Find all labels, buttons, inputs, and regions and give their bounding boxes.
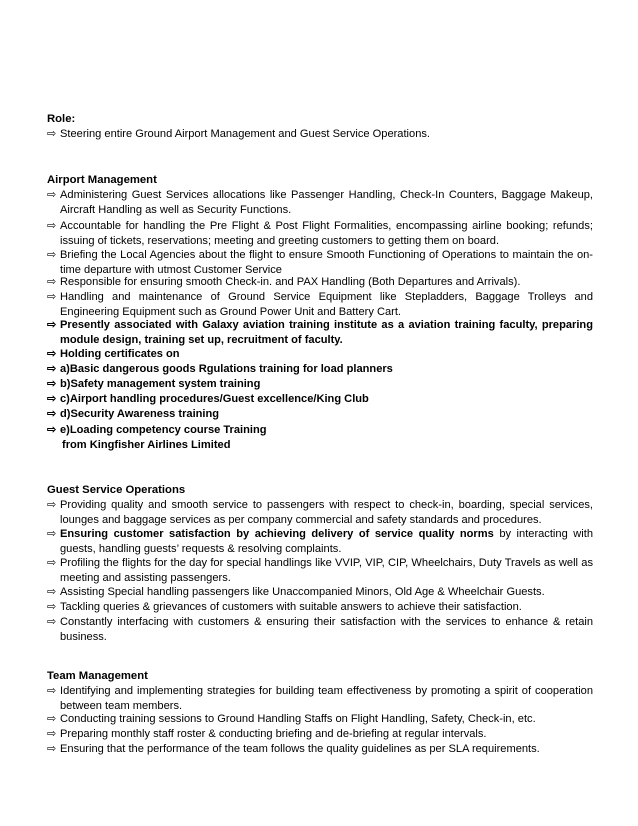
arrow-icon: ⇨ <box>47 128 57 140</box>
list-item-text: Providing quality and smooth service to passengers with respect to check-in, boarding, special services, lounges and baggage services as per company commercial and safety standards and procedures. <box>60 499 593 527</box>
list-item-text: Preparing monthly staff roster & conducting briefing and de-briefing at regular intervals. <box>60 728 487 740</box>
list-item-text: Constantly interfacing with customers & ensuring their satisfaction with the services to enhance & retain business. <box>60 616 593 644</box>
list-item <box>47 684 593 715</box>
list-item-text: d)Security Awareness training <box>60 408 220 420</box>
list-item-text: b)Safety management system training <box>60 378 261 390</box>
arrow-icon: ⇨ <box>47 728 57 740</box>
arrow-icon: ⇨ <box>47 743 57 755</box>
list-item <box>47 377 593 392</box>
list-item-text <box>60 527 593 558</box>
list-item <box>47 712 593 727</box>
list-item-text: Ensuring that the performance of the team follows the quality guidelines as per SLA requirements. <box>60 743 540 755</box>
arrow-icon: ⇨ <box>47 249 57 261</box>
list-item <box>47 727 593 742</box>
team-management-heading: Team Management <box>47 670 148 682</box>
list-item-text: Handling and maintenance of Ground Service Equipment like Stepladders, Baggage Trolleys and Engineering Equipment such as Ground Power Unit and Battery Cart. <box>60 291 593 319</box>
role-item <box>47 127 593 142</box>
arrow-icon: ⇨ <box>47 424 57 436</box>
arrow-icon: ⇨ <box>47 348 57 360</box>
list-item-text: Steering entire Ground Airport Management and Guest Service Operations. <box>60 128 430 140</box>
list-item-text: a)Basic dangerous goods Rgulations training for load planners <box>60 363 393 375</box>
arrow-icon: ⇨ <box>47 586 57 598</box>
arrow-icon: ⇨ <box>47 363 57 375</box>
list-item-text: e)Loading competency course Training <box>60 424 267 436</box>
arrow-icon: ⇨ <box>47 528 57 540</box>
list-item <box>47 290 593 321</box>
arrow-icon: ⇨ <box>47 319 57 331</box>
arrow-icon: ⇨ <box>47 713 57 725</box>
list-item-text: Accountable for handling the Pre Flight & Post Flight Formalities, encompassing airline booking; refunds; issuing of tickets, reservations; meeting and greeting customers to getting them on board. <box>60 220 593 248</box>
list-item <box>47 347 593 362</box>
role-heading: Role: <box>47 113 76 125</box>
list-item-text: Identifying and implementing strategies for building team effectiveness by promoting a spirit of cooperation between team members. <box>60 685 593 713</box>
list-item <box>47 498 593 529</box>
arrow-icon: ⇨ <box>47 616 57 628</box>
list-item <box>47 527 593 558</box>
arrow-icon: ⇨ <box>47 499 57 511</box>
arrow-icon: ⇨ <box>47 189 57 201</box>
list-item-text: Presently associated with Galaxy aviation training institute as a aviation training faculty, preparing module design, training set up, recruitment of faculty. <box>60 319 593 347</box>
list-item-text: Tackling queries & grievances of customers with suitable answers to achieve their satisfaction. <box>60 601 522 613</box>
list-item-text: Conducting training sessions to Ground Handling Staffs on Flight Handling, Safety, Check-in, etc. <box>60 713 536 725</box>
list-item <box>47 585 593 600</box>
list-item <box>47 423 593 438</box>
list-item-text: Assisting Special handling passengers like Unaccompanied Minors, Old Age & Wheelchair Guests. <box>60 586 545 598</box>
list-item <box>47 407 593 422</box>
list-item-continuation: from Kingfisher Airlines Limited <box>62 439 231 451</box>
quality-norms-bold: Ensuring customer satisfaction by achieving delivery of service quality norms <box>60 528 494 540</box>
list-item <box>47 275 593 290</box>
arrow-icon: ⇨ <box>47 685 57 697</box>
arrow-icon: ⇨ <box>47 378 57 390</box>
list-item <box>47 392 593 407</box>
airport-management-heading: Airport Management <box>47 174 157 186</box>
arrow-icon: ⇨ <box>47 276 57 288</box>
list-item-text: Holding certificates on <box>60 348 180 360</box>
list-item <box>47 188 593 219</box>
list-item <box>47 248 593 279</box>
arrow-icon: ⇨ <box>47 291 57 303</box>
list-item-text: c)Airport handling procedures/Guest excellence/King Club <box>60 393 369 405</box>
list-item-text: Briefing the Local Agencies about the flight to ensure Smooth Functioning of Operations to maintain the on-time departure with utmost Customer Service <box>60 249 593 277</box>
list-item <box>47 219 593 250</box>
list-item <box>47 318 593 349</box>
guest-service-heading: Guest Service Operations <box>47 484 186 496</box>
arrow-icon: ⇨ <box>47 557 57 569</box>
arrow-icon: ⇨ <box>47 220 57 232</box>
arrow-icon: ⇨ <box>47 393 57 405</box>
arrow-icon: ⇨ <box>47 408 57 420</box>
list-item-text: Administering Guest Services allocations like Passenger Handling, Check-In Counters, Baggage Makeup, Aircraft Handling as well as Security Functions. <box>60 189 593 217</box>
list-item-text: Responsible for ensuring smooth Check-in. and PAX Handling (Both Departures and Arrivals). <box>60 276 521 288</box>
list-item-text: Profiling the flights for the day for special handlings like VVIP, VIP, CIP, Wheelchairs, Duty Travels as well as meeting and assisting passengers. <box>60 557 593 585</box>
list-item <box>47 742 593 757</box>
arrow-icon: ⇨ <box>47 601 57 613</box>
quality-norms-rest: by interacting with guests, handling guests’ requests & resolving complaints. <box>60 528 593 556</box>
list-item <box>47 362 593 377</box>
list-item <box>47 556 593 587</box>
list-item <box>47 600 593 615</box>
list-item <box>47 615 593 646</box>
